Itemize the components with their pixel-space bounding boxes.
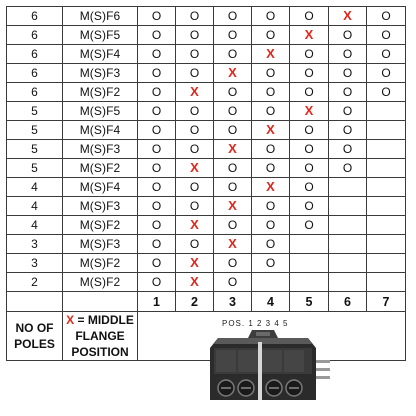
- poles-cell: 6: [7, 83, 63, 102]
- table-row: [7, 178, 406, 197]
- position-cell: O: [138, 254, 176, 273]
- position-cell: O: [176, 178, 214, 197]
- empty-position-cell: [329, 197, 367, 216]
- model-cell: M(S)F2: [63, 216, 138, 235]
- empty-position-cell: [367, 140, 406, 159]
- position-header: 2: [176, 292, 214, 312]
- poles-label-line1: NO OF: [15, 321, 54, 335]
- poles-cell: 5: [7, 102, 63, 121]
- position-cell: O: [138, 102, 176, 121]
- position-cell: O: [176, 102, 214, 121]
- position-cell: O: [176, 45, 214, 64]
- model-cell: M(S)F2: [63, 159, 138, 178]
- empty-position-cell: [367, 102, 406, 121]
- position-cell: O: [214, 273, 252, 292]
- position-cell: O: [290, 121, 329, 140]
- empty-position-cell: [367, 121, 406, 140]
- position-cell: O: [138, 235, 176, 254]
- table-row: [7, 273, 406, 292]
- position-cell: O: [252, 140, 290, 159]
- position-cell: O: [252, 64, 290, 83]
- position-header: 4: [252, 292, 290, 312]
- empty-position-cell: [329, 273, 367, 292]
- table-row: [7, 254, 406, 273]
- flange-position-cell: X: [290, 26, 329, 45]
- position-cell: O: [329, 45, 367, 64]
- model-cell: M(S)F2: [63, 273, 138, 292]
- empty-position-cell: [329, 235, 367, 254]
- position-cell: O: [290, 83, 329, 102]
- position-cell: O: [329, 102, 367, 121]
- position-cell: O: [214, 45, 252, 64]
- flange-position-cell: X: [214, 235, 252, 254]
- position-cell: O: [214, 254, 252, 273]
- position-cell: O: [176, 140, 214, 159]
- flange-position-cell: X: [252, 45, 290, 64]
- position-cell: O: [176, 64, 214, 83]
- table-row: [7, 140, 406, 159]
- poles-cell: 3: [7, 254, 63, 273]
- x-legend-line1: [63, 312, 137, 328]
- position-header: 7: [367, 292, 406, 312]
- flange-position-cell: X: [176, 83, 214, 102]
- position-cell: O: [214, 178, 252, 197]
- poles-cell: 6: [7, 64, 63, 83]
- model-cell: M(S)F5: [63, 26, 138, 45]
- position-cell: O: [138, 7, 176, 26]
- position-cell: O: [252, 159, 290, 178]
- flange-position-cell: X: [214, 64, 252, 83]
- position-header: 5: [290, 292, 329, 312]
- poles-cell: 3: [7, 235, 63, 254]
- table-row: [7, 26, 406, 45]
- table-row: [7, 235, 406, 254]
- position-cell: O: [329, 26, 367, 45]
- position-cell: O: [252, 235, 290, 254]
- model-cell: M(S)F6: [63, 7, 138, 26]
- empty-position-cell: [329, 178, 367, 197]
- poles-cell: 4: [7, 197, 63, 216]
- position-cell: O: [329, 140, 367, 159]
- position-cell: O: [176, 197, 214, 216]
- position-cell: O: [252, 7, 290, 26]
- position-cell: O: [290, 64, 329, 83]
- flange-position-cell: X: [214, 140, 252, 159]
- flange-position-sheet: [6, 6, 405, 408]
- position-cell: O: [329, 121, 367, 140]
- position-cell: O: [138, 140, 176, 159]
- position-cell: O: [290, 7, 329, 26]
- empty-position-cell: [290, 254, 329, 273]
- position-cell: O: [176, 235, 214, 254]
- position-cell: O: [367, 45, 406, 64]
- table-row: [7, 7, 406, 26]
- flange-position-cell: X: [176, 159, 214, 178]
- poles-cell: 4: [7, 216, 63, 235]
- flange-position-cell: X: [252, 121, 290, 140]
- model-cell: M(S)F3: [63, 64, 138, 83]
- empty-position-cell: [252, 273, 290, 292]
- position-cell: O: [252, 197, 290, 216]
- poles-cell: 6: [7, 45, 63, 64]
- position-cell: O: [138, 26, 176, 45]
- position-cell: O: [138, 178, 176, 197]
- table-row: [7, 216, 406, 235]
- model-cell: M(S)F3: [63, 140, 138, 159]
- table-row: [7, 64, 406, 83]
- position-cell: O: [214, 83, 252, 102]
- model-cell: M(S)F3: [63, 235, 138, 254]
- position-cell: O: [214, 216, 252, 235]
- position-header-row: [7, 292, 406, 312]
- position-cell: O: [252, 83, 290, 102]
- poles-cell: 5: [7, 159, 63, 178]
- position-cell: O: [214, 159, 252, 178]
- table-body: [7, 7, 406, 292]
- position-cell: O: [367, 7, 406, 26]
- position-cell: O: [252, 102, 290, 121]
- empty-position-cell: [367, 159, 406, 178]
- no-of-poles-label: [7, 312, 63, 361]
- empty-position-cell: [367, 273, 406, 292]
- table-row: [7, 197, 406, 216]
- empty-position-cell: [367, 235, 406, 254]
- position-cell: O: [329, 83, 367, 102]
- position-header: 3: [214, 292, 252, 312]
- flange-position-table: [6, 6, 406, 361]
- position-cell: O: [367, 26, 406, 45]
- position-cell: O: [138, 121, 176, 140]
- empty-position-cell: [367, 197, 406, 216]
- position-cell: O: [329, 159, 367, 178]
- poles-cell: 5: [7, 121, 63, 140]
- empty-position-cell: [329, 216, 367, 235]
- position-cell: O: [329, 64, 367, 83]
- position-cell: O: [290, 159, 329, 178]
- poles-cell: 5: [7, 140, 63, 159]
- header-blank-poles: [7, 292, 63, 312]
- position-cell: O: [252, 254, 290, 273]
- table-row: [7, 45, 406, 64]
- position-cell: O: [176, 26, 214, 45]
- table-row: [7, 121, 406, 140]
- position-cell: O: [290, 45, 329, 64]
- model-cell: M(S)F5: [63, 102, 138, 121]
- position-cell: O: [138, 197, 176, 216]
- position-cell: O: [138, 159, 176, 178]
- empty-position-cell: [367, 216, 406, 235]
- empty-position-cell: [367, 178, 406, 197]
- header-blank-model: [63, 292, 138, 312]
- model-cell: M(S)F4: [63, 178, 138, 197]
- x-legend-line2: FLANGE: [75, 329, 125, 343]
- position-cell: O: [214, 102, 252, 121]
- table-row: [7, 159, 406, 178]
- position-cell: O: [290, 178, 329, 197]
- flange-position-cell: X: [290, 102, 329, 121]
- connector-position-caption: POS. 1 2 3 4 5: [222, 319, 289, 328]
- poles-cell: 4: [7, 178, 63, 197]
- position-cell: O: [252, 216, 290, 235]
- flange-position-cell: X: [176, 254, 214, 273]
- poles-cell: 2: [7, 273, 63, 292]
- poles-label-line2: POLES: [14, 337, 55, 351]
- position-cell: O: [290, 140, 329, 159]
- position-header: 6: [329, 292, 367, 312]
- terminal-block-connector-icon: [204, 326, 334, 408]
- position-cell: O: [138, 273, 176, 292]
- position-cell: O: [252, 26, 290, 45]
- x-legend-text: = MIDDLE: [74, 313, 134, 327]
- flange-position-cell: X: [252, 178, 290, 197]
- flange-position-cell: X: [214, 197, 252, 216]
- connector-figure: [138, 312, 406, 361]
- model-cell: M(S)F4: [63, 121, 138, 140]
- position-cell: O: [138, 83, 176, 102]
- x-legend-line3: POSITION: [71, 345, 129, 359]
- position-cell: O: [138, 216, 176, 235]
- model-cell: M(S)F2: [63, 254, 138, 273]
- empty-position-cell: [367, 254, 406, 273]
- table-row: [7, 102, 406, 121]
- position-cell: O: [176, 121, 214, 140]
- empty-position-cell: [290, 273, 329, 292]
- model-cell: M(S)F4: [63, 45, 138, 64]
- legend-row: [7, 312, 406, 361]
- position-cell: O: [138, 45, 176, 64]
- empty-position-cell: [329, 254, 367, 273]
- flange-position-cell: X: [176, 216, 214, 235]
- poles-cell: 6: [7, 26, 63, 45]
- position-cell: O: [290, 216, 329, 235]
- poles-cell: 6: [7, 7, 63, 26]
- position-cell: O: [214, 26, 252, 45]
- table-row: [7, 83, 406, 102]
- position-cell: O: [138, 64, 176, 83]
- position-cell: O: [176, 7, 214, 26]
- model-cell: M(S)F3: [63, 197, 138, 216]
- position-cell: O: [290, 197, 329, 216]
- model-cell: M(S)F2: [63, 83, 138, 102]
- flange-position-cell: X: [176, 273, 214, 292]
- x-legend-symbol: X: [66, 313, 75, 327]
- position-cell: O: [214, 121, 252, 140]
- flange-position-cell: X: [329, 7, 367, 26]
- position-cell: O: [367, 64, 406, 83]
- position-header: 1: [138, 292, 176, 312]
- x-legend: [63, 312, 138, 361]
- position-cell: O: [214, 7, 252, 26]
- empty-position-cell: [290, 235, 329, 254]
- position-cell: O: [367, 83, 406, 102]
